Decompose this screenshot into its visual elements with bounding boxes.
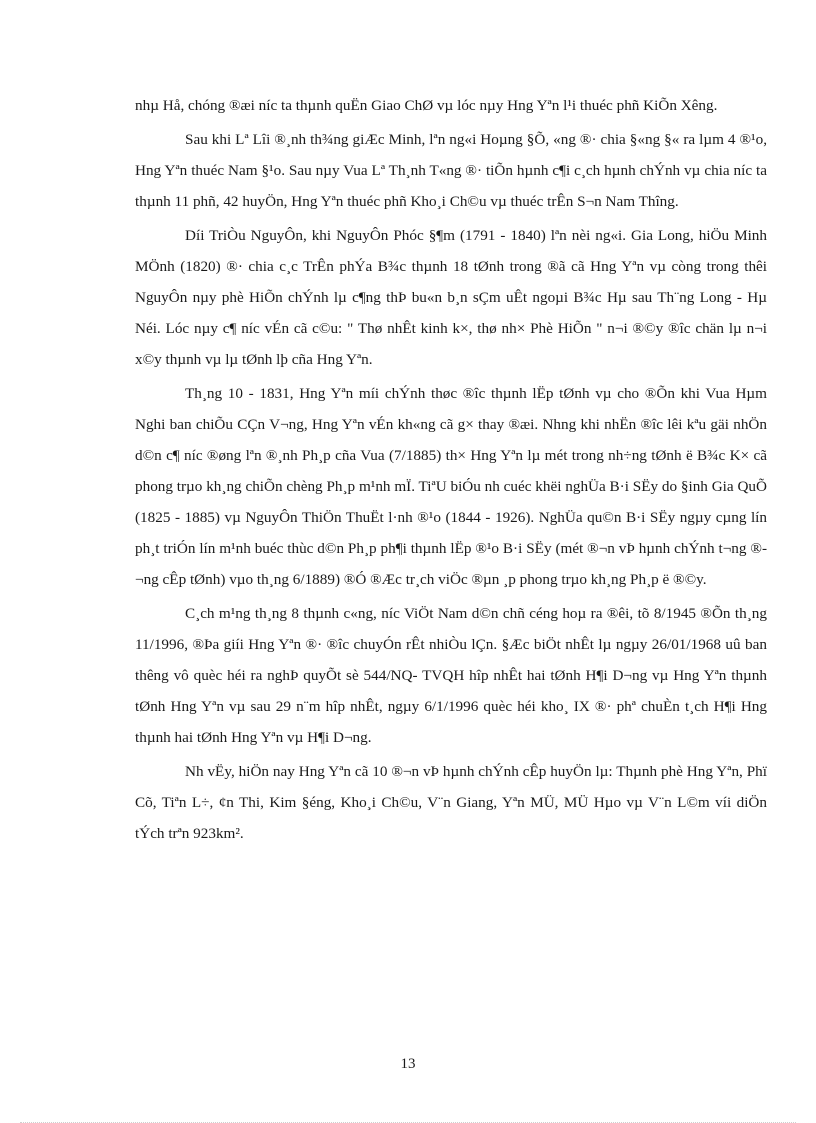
paragraph-6: Nh vËy, hiÖn nay Hng Yªn cã 10 ®¬n vÞ hµnh chÝnh cÊp huyÖn lµ: Thµnh phè Hng Yªn, Phï Cõ, Tiªn L÷, ¢n Thi, Kim §éng, Kho¸i Ch©u, V¨n Giang, Yªn MÜ, MÜ Hµo vµ V¨n L©m víi diÖn tÝch trªn 923km². xyxy=(135,763,767,842)
paragraph-5: C¸ch m¹ng th¸ng 8 thµnh c«ng, níc ViÖt Nam d©n chñ céng hoµ ra ®êi, tõ 8/1945 ®Õn th¸ng 11/1996, ®Þa giíi Hng Yªn ®· ®îc chuyÓn rÊt nhiÒu lÇn. §Æc biÖt nhÊt lµ ngµy 26/01/1968 uû ban thêng vô quèc héi ra nghÞ quyÕt sè 544/NQ- TVQH hîp nhÊt hai tØnh H¶i D¬ng vµ Hng Yªn thµnh tØnh Hng Yªn vµ sau 29 n¨m hîp nhÊt, ngµy 6/1/1996 quèc héi kho¸ IX ®· phª chuÈn t¸ch H¶i Hng thµnh hai tØnh Hng Yªn vµ H¶i D¬ng. xyxy=(135,605,767,746)
paragraph-4: Th¸ng 10 - 1831, Hng Yªn míi chÝnh thøc ®îc thµnh lËp tØnh vµ cho ®Õn khi Vua Hµm Nghi ban chiÕu CÇn V¬ng, Hng Yªn vÉn kh«ng cã g× thay ®æi. Nhng khi nhËn ®îc lêi kªu gäi nhÖn d©n c¶ níc ®øng lªn ®¸nh Ph¸p cña Vua (7/1885) th× Hng Yªn lµ mét trong nh÷ng tØnh ë B¾c K× cã phong trµo kh¸ng chiÕn chèng Ph¸p m¹nh mÏ. TiªU biÓu nh cuéc khëi nghÜa B·i SËy do §inh Gia QuÕ (1825 - 1885) vµ NguyÔn ThiÖn ThuËt l·nh ®¹o (1844 - 1926). NghÜa qu©n B·i SËy ngµy cµng lín ph¸t triÓn lín m¹nh buéc thùc d©n Ph¸p ph¶i thµnh lËp ®¹o B·i SËy (mét ®¬n vÞ hµnh chÝnh t¬ng ®¬ng cÊp tØnh) vµo th¸ng 6/1889) ®Ó ®Æc tr¸ch viÖc ®µn ¸p phong trµo kh¸ng Ph¸p ë ®©y. xyxy=(135,385,767,588)
page-number: 13 xyxy=(400,1056,416,1072)
paragraph-3: Díi TriÒu NguyÔn, khi NguyÔn Phóc §¶m (1791 - 1840) lªn nèi ng«i. Gia Long, hiÖu Minh MÖnh (1820) ®· chia c¸c TrÊn phÝa B¾c thµnh 18 tØnh trong ®ã cã Hng Yªn vµ còng trong thêi NguyÔn nµy phè HiÕn chÝnh lµ c¶ng thÞ bu«n b¸n sÇm uÊt ngoµi B¾c Hµ sau Th¨ng Long - Hµ Néi. Lóc nµy c¶ níc vÉn cã c©u: " Thø nhÊt kinh k×, thø nh× Phè HiÕn " n¬i ®©y ®îc chän lµ n¬i x©y thµnh vµ lµ tØnh lþ cña Hng Yªn. xyxy=(135,227,767,368)
document-body xyxy=(135,90,767,852)
paragraph-2: Sau khi Lª Lîi ®¸nh th¾ng giÆc Minh, lªn ng«i Hoµng §Õ, «ng ®· chia §«ng §« ra lµm 4 ®¹o, Hng Yªn thuéc Nam §¹o. Sau nµy Vua Lª Th¸nh T«ng ®· tiÕn hµnh c¶i c¸ch hµnh chÝnh vµ chia níc ta thµnh 11 phñ, 42 huyÖn, Hng Yªn thuéc phñ Kho¸i Ch©u vµ thuéc trÊn S¬n Nam Thîng. xyxy=(135,131,767,210)
paragraph-1: nhµ Hå, chóng ®æi níc ta thµnh quËn Giao ChØ vµ lóc nµy Hng Yªn l¹i thuéc phñ KiÕn Xêng. xyxy=(135,97,718,114)
